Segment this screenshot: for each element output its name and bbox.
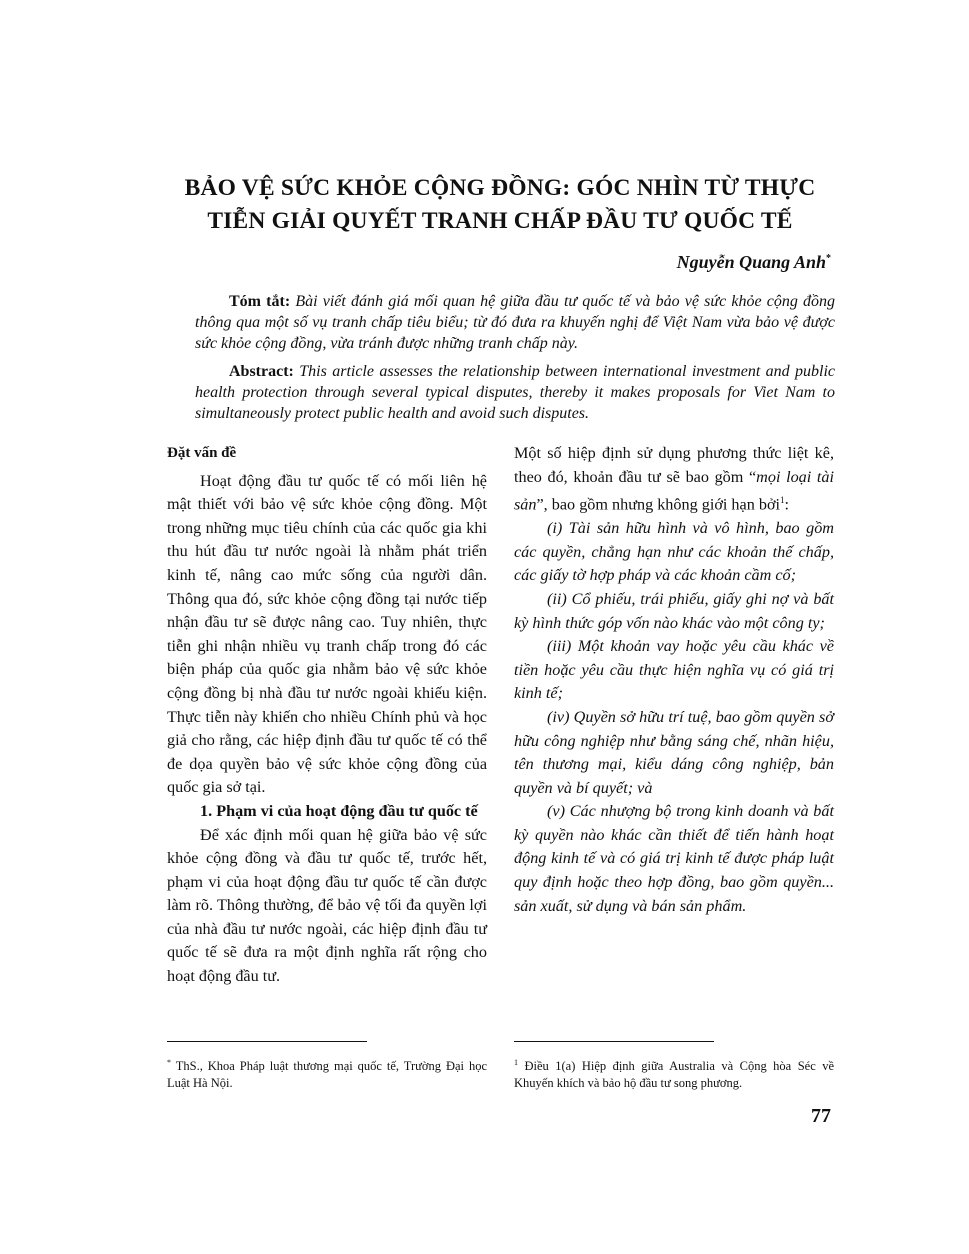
title-line-2: TIỄN GIẢI QUYẾT TRANH CHẤP ĐẦU TƯ QUỐC TẾ [207, 208, 793, 234]
left-column [167, 442, 487, 989]
footnote-1 [514, 1054, 834, 1092]
footnote-author-mark: * [167, 1058, 171, 1067]
abstract-en-text: This article assesses the relationship between international investment and public health protection through several typical disputes, thereby it makes proposals for Viet Nam to simultaneously protect public health and avoid such disputes. [195, 363, 836, 422]
footnote-1-mark: 1 [514, 1058, 518, 1067]
list-intro-text-b: ”, bao gồm nhưng không giới hạn bởi [536, 495, 781, 514]
footnote-divider-right [514, 1041, 714, 1042]
list-item-iii: (iii) Một khoản vay hoặc yêu cầu khác về tiền hoặc yêu cầu thực hiện nghĩa vụ có giá trị kinh tế; [514, 637, 834, 703]
author-footnote-mark: * [826, 253, 831, 264]
abstract-vietnamese [195, 291, 835, 354]
section-heading-intro: Đặt vấn đề [167, 445, 237, 461]
abstract-vi-label: Tóm tắt: [229, 293, 291, 310]
article-title [140, 172, 860, 238]
right-column [514, 442, 834, 918]
author-name [677, 252, 831, 273]
intro-paragraph: Hoạt động đầu tư quốc tế có mối liên hệ mật thiết với bảo vệ sức khỏe cộng đồng. Một trong những mục tiêu chính của các quốc gia khi thu hút đầu tư nước ngoài là nhằm phát triển kinh tế, nâng cao mức sống của người dân. Thông qua đó, sức khỏe cộng đồng tại nước tiếp nhận đầu tư sẽ được nâng cao. Tuy nhiên, thực tiễn ghi nhận nhiều vụ tranh chấp trong đó các biện pháp của quốc gia nhằm bảo vệ sức khỏe cộng đồng bị nhà đầu tư nước ngoài khiếu kiện. Thực tiễn này khiến cho nhiều Chính phủ và học giả cho rằng, các hiệp định đầu tư quốc tế có thể đe dọa quyền bảo vệ sức khỏe cộng đồng của quốc gia sở tại. [167, 471, 487, 797]
list-item-ii: (ii) Cổ phiếu, trái phiếu, giấy ghi nợ và bất kỳ hình thức góp vốn nào khác vào một công ty; [514, 589, 834, 632]
title-line-1: BẢO VỆ SỨC KHỎE CỘNG ĐỒNG: GÓC NHÌN TỪ THỰC [184, 175, 816, 201]
page-number: 77 [811, 1105, 831, 1127]
footnote-ref-1: 1 [780, 495, 785, 506]
section-1-paragraph: Để xác định mối quan hệ giữa bảo vệ sức khỏe cộng đồng và đầu tư quốc tế, trước hết, phạm vi của hoạt động đầu tư quốc tế cần được làm rõ. Thông thường, để bảo vệ tối đa quyền lợi của nhà đầu tư nước ngoài, các hiệp định đầu tư quốc tế sẽ đưa ra một định nghĩa rất rộng cho hoạt động đầu tư. [167, 825, 487, 986]
list-item-i: (i) Tài sản hữu hình và vô hình, bao gồm các quyền, chẳng hạn như các khoản thế chấp, các giấy tờ hợp pháp và các khoản cầm cố; [514, 519, 834, 585]
author-name-text: Nguyễn Quang Anh [676, 252, 826, 272]
list-intro-text-c: : [784, 495, 790, 514]
list-intro-text-a: Một số hiệp định sử dụng phương thức liệt kê, theo đó, khoản đầu tư sẽ bao gồm “ [514, 444, 834, 486]
section-heading-1: 1. Phạm vi của hoạt động đầu tư quốc tế [200, 801, 478, 820]
list-item-v: (v) Các nhượng bộ trong kinh doanh và bất kỳ quyền nào khác cần thiết để tiến hành hoạt động kinh tế và có giá trị kinh tế được pháp luật quy định hoặc theo hợp đồng, bao gồm quyền... sản xuất, sử dụng và bán sản phẩm. [514, 802, 834, 915]
list-item-iv: (iv) Quyền sở hữu trí tuệ, bao gồm quyền sở hữu công nghiệp như bằng sáng chế, nhãn hiệu, tên thương mại, kiểu dáng công nghiệp, bản quyền và bí quyết; và [514, 707, 834, 797]
footnote-divider-left [167, 1041, 367, 1042]
abstract-english [195, 361, 835, 424]
footnote-1-text: Điều 1(a) Hiệp định giữa Australia và Cộng hòa Séc về Khuyến khích và bảo hộ đầu tư song phương. [514, 1059, 834, 1091]
abstract-vi-text: Bài viết đánh giá mối quan hệ giữa đầu tư quốc tế và bảo vệ sức khỏe cộng đồng thông qua một số vụ tranh chấp tiêu biểu; từ đó đưa ra khuyến nghị để Việt Nam vừa bảo vệ được sức khỏe cộng đồng, vừa tránh được những tranh chấp này. [195, 293, 836, 352]
footnote-author [167, 1054, 487, 1092]
list-intro-quote: mọi loại tài sản [514, 467, 834, 514]
abstract-en-label: Abstract: [229, 363, 294, 380]
footnote-author-text: ThS., Khoa Pháp luật thương mại quốc tế, Trường Đại học Luật Hà Nội. [167, 1059, 487, 1091]
list-intro-paragraph [514, 442, 834, 517]
